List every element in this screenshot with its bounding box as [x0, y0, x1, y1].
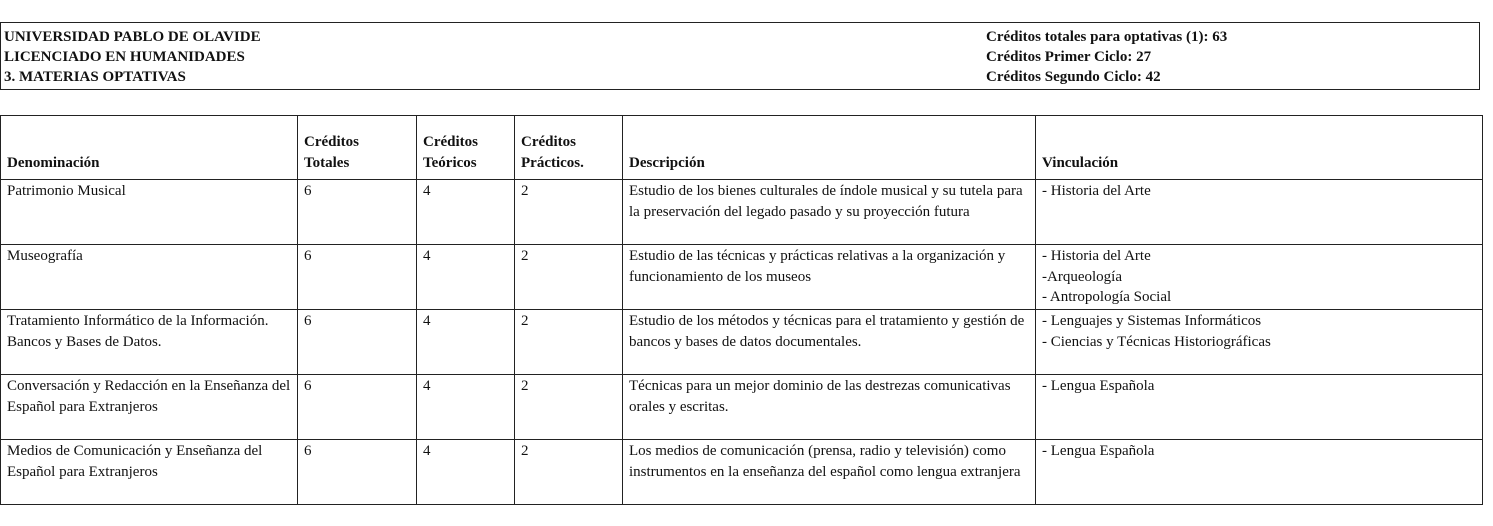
vinculacion-item: - Ciencias y Técnicas Historiográficas: [1042, 333, 1271, 350]
cell-creditos-teoricos: 4: [417, 180, 515, 245]
vinculacion-item: - Historia del Arte: [1042, 183, 1151, 199]
column-header-line: Totales: [304, 154, 350, 171]
cell-creditos-totales: 6: [298, 310, 417, 375]
section-title: 3. MATERIAS OPTATIVAS: [4, 69, 186, 85]
table-header-row: [1, 116, 1483, 180]
cell-vinculacion: [1036, 375, 1483, 440]
column-header-creditos-totales: [298, 116, 417, 180]
cell-vinculacion: [1036, 245, 1483, 310]
document-header: [0, 22, 1480, 90]
cell-denominacion: Tratamiento Informático de la Información. Bancos y Bases de Datos.: [1, 310, 298, 375]
cell-creditos-teoricos: 4: [417, 375, 515, 440]
cell-creditos-totales: 6: [298, 375, 417, 440]
first-cycle-credits: Créditos Primer Ciclo: 27: [986, 49, 1152, 65]
cell-creditos-practicos: 2: [515, 375, 623, 440]
total-optional-credits: Créditos totales para optativas (1): 63: [986, 29, 1228, 45]
table-row: [1, 375, 1483, 440]
vinculacion-item: - Antropología Social: [1042, 289, 1172, 305]
column-header-line: Teóricos: [423, 154, 477, 171]
cell-creditos-teoricos: 4: [417, 440, 515, 505]
column-header-line: Prácticos.: [521, 154, 584, 171]
table-row: [1, 245, 1483, 310]
cell-descripcion: Estudio de los métodos y técnicas para el tratamiento y gestión de bancos y bases de datos documentales.: [623, 310, 1036, 375]
column-header-denominacion: Denominación: [1, 116, 298, 180]
cell-denominacion: Museografía: [1, 245, 298, 310]
vinculacion-item: - Lenguajes y Sistemas Informáticos: [1042, 313, 1262, 329]
cell-creditos-practicos: 2: [515, 245, 623, 310]
cell-creditos-practicos: 2: [515, 440, 623, 505]
cell-descripcion: Los medios de comunicación (prensa, radio y televisión) como instrumentos en la enseñanza del español como lengua extranjera: [623, 440, 1036, 505]
column-header-creditos-teoricos: [417, 116, 515, 180]
column-header-descripcion: Descripción: [623, 116, 1036, 180]
cell-creditos-teoricos: 4: [417, 245, 515, 310]
vinculacion-item: - Lengua Española: [1042, 378, 1155, 394]
table-row: [1, 440, 1483, 505]
cell-vinculacion: [1036, 440, 1483, 505]
cell-vinculacion: [1036, 310, 1483, 375]
cell-creditos-practicos: 2: [515, 310, 623, 375]
cell-creditos-practicos: 2: [515, 180, 623, 245]
second-cycle-credits: Créditos Segundo Ciclo: 42: [986, 69, 1161, 85]
degree-name: LICENCIADO EN HUMANIDADES: [4, 49, 245, 65]
vinculacion-item: - Lengua Española: [1042, 443, 1155, 459]
header-credits-block: [986, 27, 1227, 87]
cell-descripcion: Estudio de los bienes culturales de índole musical y su tutela para la preservación del legado pasado y su proyección futura: [623, 180, 1036, 245]
cell-creditos-teoricos: 4: [417, 310, 515, 375]
cell-vinculacion: [1036, 180, 1483, 245]
cell-creditos-totales: 6: [298, 440, 417, 505]
column-header-vinculacion: Vinculación: [1036, 116, 1483, 180]
column-header-line: Créditos: [521, 134, 576, 150]
table-row: [1, 310, 1483, 375]
cell-descripcion: Técnicas para un mejor dominio de las destrezas comunicativas orales y escritas.: [623, 375, 1036, 440]
column-header-line: Créditos: [304, 134, 359, 150]
optional-subjects-table: [0, 115, 1483, 505]
vinculacion-item: -Arqueología: [1042, 268, 1122, 285]
table-row: [1, 180, 1483, 245]
university-name: UNIVERSIDAD PABLO DE OLAVIDE: [4, 29, 261, 45]
column-header-creditos-practicos: [515, 116, 623, 180]
cell-denominacion: Patrimonio Musical: [1, 180, 298, 245]
cell-denominacion: Medios de Comunicación y Enseñanza del Español para Extranjeros: [1, 440, 298, 505]
cell-descripcion: Estudio de las técnicas y prácticas relativas a la organización y funcionamiento de los museos: [623, 245, 1036, 310]
cell-creditos-totales: 6: [298, 180, 417, 245]
cell-creditos-totales: 6: [298, 245, 417, 310]
header-institution-block: [4, 27, 261, 87]
vinculacion-item: - Historia del Arte: [1042, 248, 1151, 264]
column-header-line: Créditos: [423, 134, 478, 150]
cell-denominacion: Conversación y Redacción en la Enseñanza del Español para Extranjeros: [1, 375, 298, 440]
